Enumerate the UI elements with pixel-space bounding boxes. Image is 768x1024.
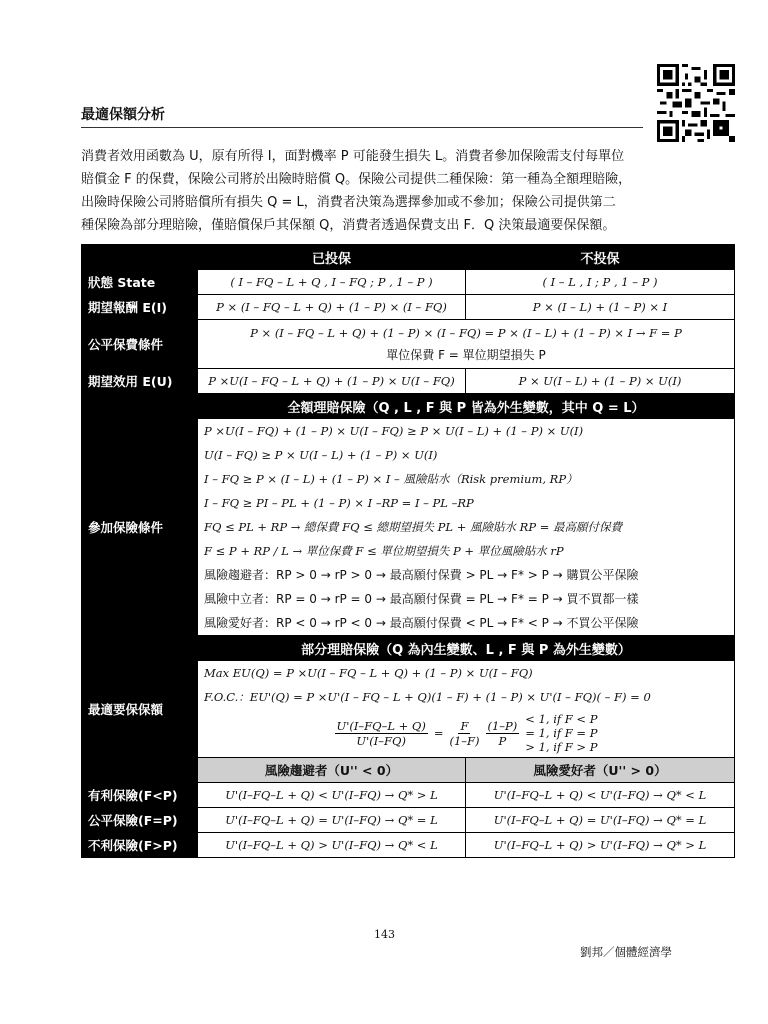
intro-line: 出險時保險公司將賠償所有損失 Q = L，消費者決策為選擇參加或不參加；保險公司提供第二 (81, 195, 616, 210)
row-label-optimal-coverage: 最適要保保額 (82, 661, 198, 758)
expected-income-insured: P × (I – FQ – L + Q) + (1 – P) × (I – FQ) (198, 295, 466, 320)
unfavorable-averse: U'(I–FQ–L + Q) > U'(I–FQ) → Q* < L (198, 833, 466, 858)
optimality-condition (204, 709, 728, 757)
row-label-unfavorable: 不利保險(F>P) (82, 833, 198, 858)
marginal-utility-ratio (335, 719, 428, 748)
premium-denominator: (1–F) (449, 733, 480, 748)
partial-coverage-header: 部分理賠保險（Q 為內生變數、L , F 與 P 為外生變數） (198, 636, 735, 661)
col-header-uninsured: 不投保 (466, 245, 735, 270)
fair-averse: U'(I–FQ–L + Q) = U'(I–FQ) → Q* = L (198, 808, 466, 833)
row-label-fair: 公平保險(F=P) (82, 808, 198, 833)
probability-denominator: P (498, 733, 507, 748)
label-spacer (82, 758, 198, 783)
row-label-expected-income: 期望報酬 E(I) (82, 295, 198, 320)
expected-utility-uninsured: P × U(I – L) + (1 – P) × U(I) (466, 369, 735, 394)
fair-premium-cell (198, 320, 735, 369)
foc-equation: F.O.C.：EU'(Q) = P ×U'(I – FQ – L + Q)(1 – F) + (1 – P) × U'(I – FQ)( – F) = 0 (204, 690, 651, 704)
page-number: 143 (374, 928, 395, 941)
intro-paragraph (81, 145, 701, 237)
expected-utility-insured: P ×U(I – FQ – L + Q) + (1 – P) × U(I – FQ) (198, 369, 466, 394)
optimal-coverage-cell (198, 661, 735, 758)
state-uninsured: ( I – L , I ; P , 1 – P ) (466, 270, 735, 295)
equals-sign: = (433, 726, 444, 740)
participation-conditions (198, 419, 735, 636)
footer-author: 劉邦／個體經濟學 (580, 945, 672, 959)
participation-line: I – FQ ≥ P × (I – L) + (1 – P) × I – 風險貼水（Risk premium, RP） (204, 472, 578, 486)
qr-code-icon (657, 64, 735, 142)
state-insured: ( I – FQ – L + Q , I – FQ ; P , 1 – P ) (198, 270, 466, 295)
participation-line: FQ ≤ PL + RP → 總保費 FQ ≤ 總期望損失 PL + 風險貼水 RP = 最高願付保費 (204, 520, 623, 534)
premium-numerator: F (460, 718, 469, 733)
probability-numerator: (1–P) (487, 718, 518, 733)
corner-cell (82, 245, 198, 270)
intro-line: 賠償金 F 的保費，保險公司將於出險時賠償 Q。保險公司提供二種保險：第一種為全額理賠險， (81, 172, 632, 187)
label-spacer (82, 394, 198, 419)
fair-premium-note: 單位保費 F = 單位期望損失 P (386, 348, 546, 362)
favorable-averse: U'(I–FQ–L + Q) < U'(I–FQ) → Q* > L (198, 783, 466, 808)
max-eu-equation: Max EU(Q) = P ×U(I – FQ – L + Q) + (1 – P) × U(I – FQ) (204, 666, 533, 680)
risk-neutral-line: 風險中立者：RP = 0 → rP = 0 → 最高願付保費 = PL → F* = P → 買不買都一樣 (204, 592, 639, 606)
case-line: > 1, if F > P (525, 740, 598, 754)
case-line: = 1, if F = P (525, 726, 598, 740)
condition-cases (525, 712, 597, 754)
intro-line: 消費者效用函數為 U，原有所得 I，面對機率 P 可能發生損失 L。消費者參加保險需支付每單位 (81, 149, 625, 164)
intro-line: 種保險為部分理賠險，僅賠償保戶其保額 Q，消費者透過保費支出 F．Q 決策最適要保保額。 (81, 218, 616, 233)
title-divider (81, 127, 643, 128)
row-label-favorable: 有利保險(F<P) (82, 783, 198, 808)
col-header-insured: 已投保 (198, 245, 466, 270)
fair-lover: U'(I–FQ–L + Q) = U'(I–FQ) → Q* = L (466, 808, 735, 833)
full-coverage-header: 全額理賠保險（Q , L , F 與 P 皆為外生變數，其中 Q = L） (198, 394, 735, 419)
ratio-denominator: U'(I–FQ) (356, 733, 406, 748)
insurance-analysis-table (81, 244, 735, 858)
participation-line: F ≤ P + RP / L → 單位保費 F ≤ 單位期望損失 P + 單位風險貼水 rP (204, 544, 564, 558)
favorable-lover: U'(I–FQ–L + Q) < U'(I–FQ) → Q* < L (466, 783, 735, 808)
probability-ratio (486, 719, 520, 748)
participation-line: P ×U(I – FQ) + (1 – P) × U(I – FQ) ≥ P × U(I – L) + (1 – P) × U(I) (204, 424, 584, 438)
unfavorable-lover: U'(I–FQ–L + Q) > U'(I–FQ) → Q* > L (466, 833, 735, 858)
ratio-numerator: U'(I–FQ–L + Q) (336, 718, 426, 733)
row-label-participation: 參加保險條件 (82, 419, 198, 636)
premium-ratio (449, 719, 479, 748)
row-label-fair-premium: 公平保費條件 (82, 320, 198, 369)
section-title: 最適保額分析 (81, 107, 165, 123)
participation-line: U(I – FQ) ≥ P × U(I – L) + (1 – P) × U(I) (204, 448, 438, 462)
label-spacer (82, 636, 198, 661)
case-line: < 1, if F < P (525, 712, 598, 726)
row-label-expected-utility: 期望效用 E(U) (82, 369, 198, 394)
risk-averse-header: 風險趨避者（U'' < 0） (198, 758, 466, 783)
expected-income-uninsured: P × (I – L) + (1 – P) × I (466, 295, 735, 320)
risk-lover-line: 風險愛好者：RP < 0 → rP < 0 → 最高願付保費 < PL → F* < P → 不買公平保險 (204, 616, 639, 630)
participation-line: I – FQ ≥ PI – PL + (1 – P) × I –RP = I – PL –RP (204, 496, 474, 510)
row-label-state: 狀態 State (82, 270, 198, 295)
risk-averse-line: 風險趨避者：RP > 0 → rP > 0 → 最高願付保費 > PL → F* > P → 購買公平保險 (204, 568, 639, 582)
risk-lover-header: 風險愛好者（U'' > 0） (466, 758, 735, 783)
fair-premium-equation: P × (I – FQ – L + Q) + (1 – P) × (I – FQ) = P × (I – L) + (1 – P) × I → F = P (250, 326, 682, 340)
